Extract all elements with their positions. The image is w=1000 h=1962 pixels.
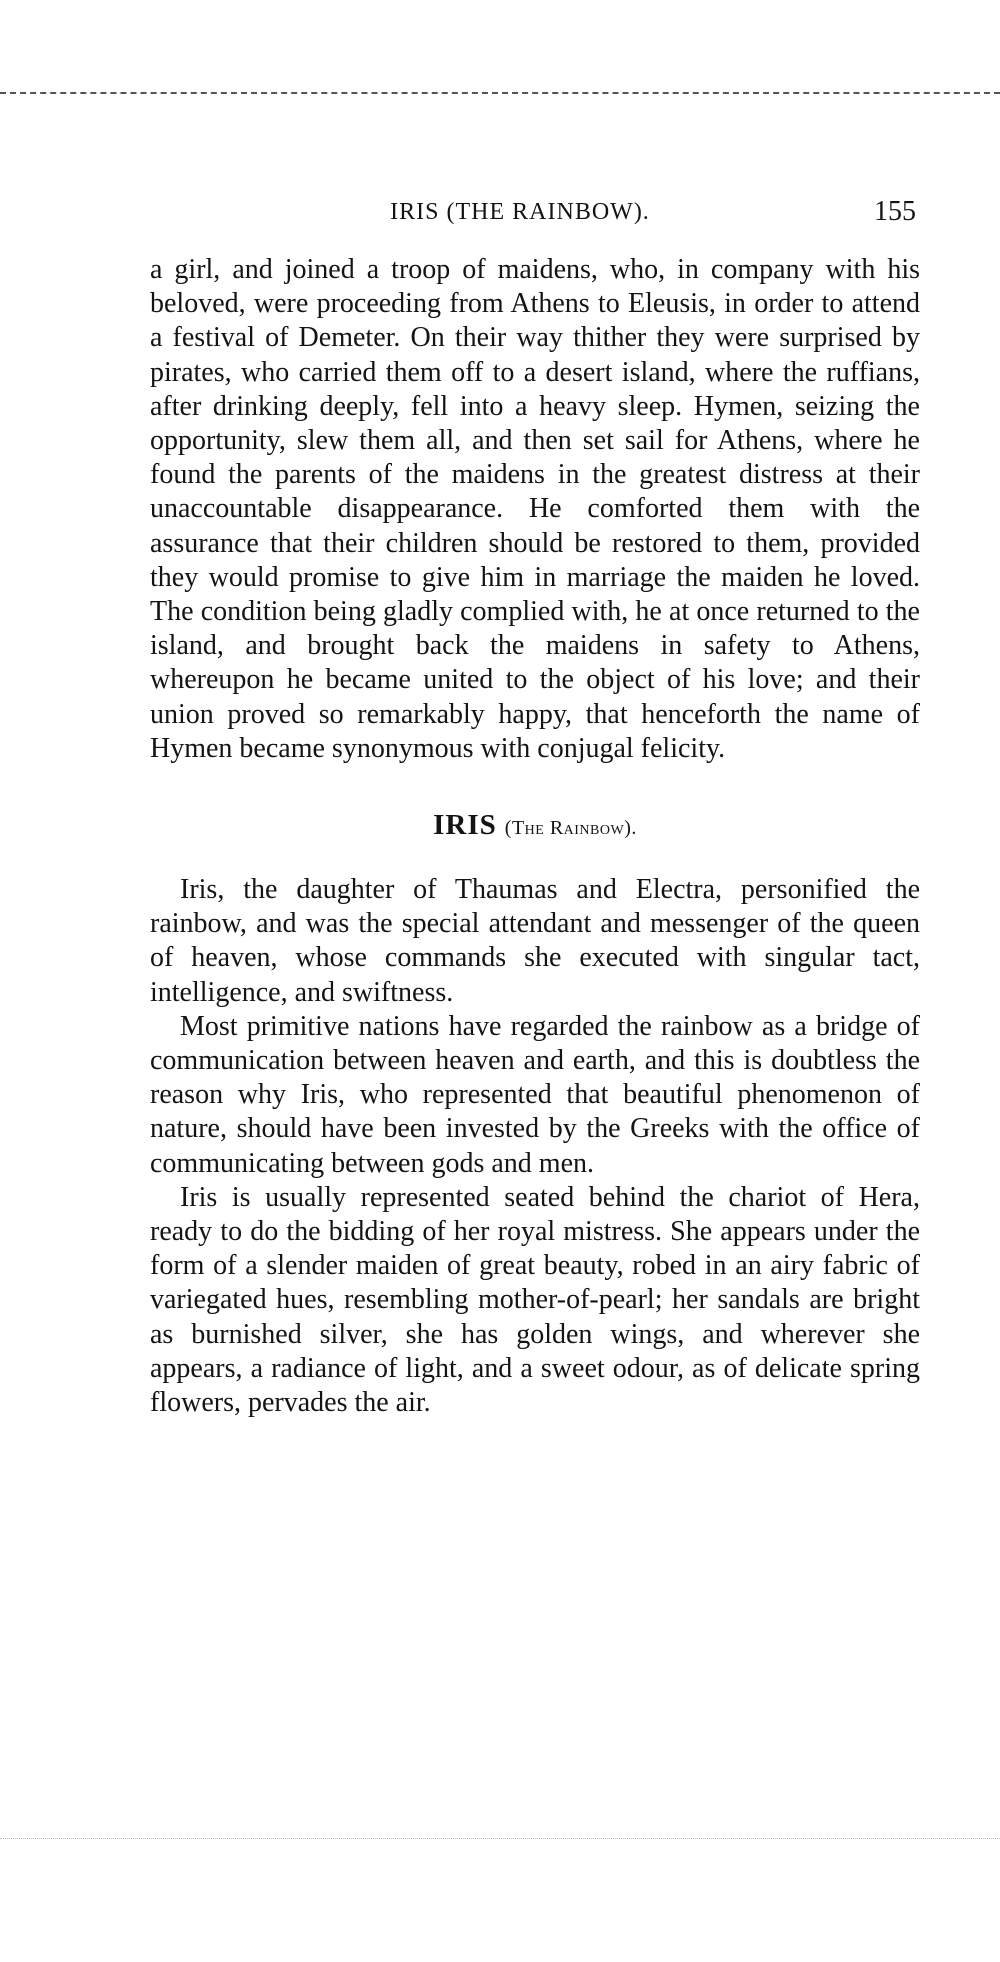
continued-paragraph: a girl, and joined a troop of maidens, who, in company with his beloved, were proceeding from Athens to Eleusis, in order to attend a festival of Demeter. On their way thither they were surprised by pirates, who carried them off to a desert island, where the ruffians, after drinking deeply, fell into a heavy sleep. Hymen, seizing the opportunity, slew them all, and then set sail for Athens, where he found the parents of the maidens in the greatest distress at their unaccountable disappearance. He comforted them with the assurance that their children should be restored to them, provided they would promise to give him in marriage the maiden he loved. The condition being gladly complied with, he at once returned to the island, and brought back the maidens in safety to Athens, whereupon he became united to the object of his love; and their union proved so remarkably happy, that henceforth the name of Hymen became synonymous with conjugal felicity. xyxy=(150,254,920,764)
main-text xyxy=(150,253,920,1420)
page-number: 155 xyxy=(874,196,916,227)
paragraph-2: Most primitive nations have regarded the rainbow as a bridge of communication between heaven and earth, and this is doubtless the reason why Iris, who represented that beautiful phenomenon of nature, should have been invested by the Greeks with the office of communicating between gods and men. xyxy=(150,1010,920,1179)
bottom-scan-specks xyxy=(0,1838,1000,1839)
section-heading-sub: (The Rainbow). xyxy=(504,817,637,840)
running-title: IRIS (THE RAINBOW). xyxy=(390,199,650,225)
top-rule-line xyxy=(0,92,1000,94)
paragraph-1: Iris, the daughter of Thaumas and Electra, personified the rainbow, and was the special attendant and messenger of the queen of heaven, whose commands she executed with singular tact, intelligence, and swiftness. xyxy=(150,874,920,1008)
paragraph-3: Iris is usually represented seated behind the chariot of Hera, ready to do the bidding of her royal mistress. She appears under the form of a slender maiden of great beauty, robed in an airy fabric of variegated hues, resembling mother-of-pearl; her sandals are bright as burnished silver, she has golden wings, and wherever she appears, a radiance of light, and a sweet odour, as of delicate spring flowers, pervades the air. xyxy=(150,1181,920,1419)
section-heading-main: IRIS xyxy=(433,809,497,842)
section-heading xyxy=(150,808,920,845)
running-head xyxy=(120,192,920,232)
